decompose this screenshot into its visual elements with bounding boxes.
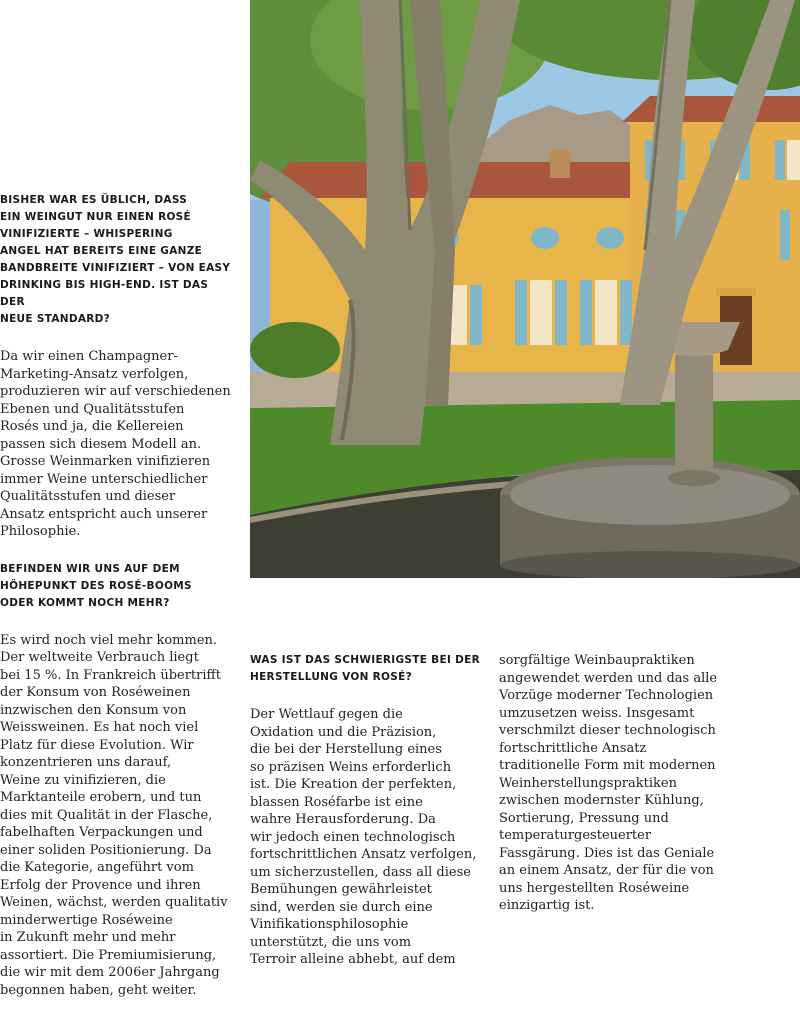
column-right (499, 652, 731, 935)
interview-question-1: BISHER WAR ES ÜBLICH, DASS EIN WEINGUT NUR EINEN ROSÉ VINIFIZIERTE – WHISPERING ANGEL HAT BEREITS EINE GANZE BANDBREITE VINIFIZIERT – VON EASY DRINKING BIS HIGH-END. IST DAS DER NEUE STANDARD? (0, 194, 231, 325)
fountain-column (675, 355, 713, 480)
chateau-photo (250, 0, 800, 578)
interview-answer-3-continued: sorgfältige Weinbaupraktiken angewendet werden und das alle Vorzüge moderner Technologien umzusetzen weiss. Insgesamt verschmilzt dieser technologisch fortschrittliche Ansatz traditionelle Form mit modernen Weinherstellungspraktiken zwischen modernster Kühlung, Sortierung, Pressung und temperaturgesteuerter Fassgärung. Dies ist das Geniale an einem Ansatz, der für die von uns hergestellten Roséweine einzigartig ist. (499, 653, 718, 913)
interview-answer-3: Der Wettlauf gegen die Oxidation und die Präzision, die bei der Herstellung eines so präzisen Weins erforderlich ist. Die Kreation der perfekten, blassen Roséfarbe ist eine wahre Herausforderung. Da wir jedoch einen technologisch fortschrittlichen Ansatz verfolgen, um sicherzustellen, dass all diese Bemühungen gewährleistet sind, werden sie durch eine Vinifikationsphilosophie unterstützt, die uns vom Terroir alleine abhebt, auf dem (250, 707, 477, 967)
interview-question-2: BEFINDEN WIR UNS AUF DEM HÖHEPUNKT DES ROSÉ-BOOMS ODER KOMMT NOCH MEHR? (0, 562, 192, 609)
window-row-lower (430, 280, 632, 345)
bush (250, 322, 340, 378)
column-middle (250, 652, 482, 989)
column-left (0, 192, 232, 1019)
interview-answer-2: Es wird noch viel mehr kommen. Der weltweite Verbrauch liegt bei 15 %. In Frankreich übertrifft der Konsum von Roséweinen inzwischen den Konsum von Weissweinen. Es hat noch viel Platz für diese Evolution. Wir konzentrieren uns darauf, Weine zu vinifizieren, die Marktanteile erobern, und tun dies mit Qualität in der Flasche, fabelhaften Verpackungen und einer soliden Positionierung. Da die Kategorie, angeführt vom Erfolg der Provence und ihren Weinen, wächst, werden qualitativ minderwertige Roséweine in Zukunft mehr und mehr assortiert. Die Premiumisierung, die wir mit dem 2006er Jahrgang begonnen haben, geht weiter. (0, 632, 228, 998)
chateau-illustration (250, 0, 800, 578)
interview-answer-1: Da wir einen Champagner- Marketing-Ansatz verfolgen, produzieren wir auf verschiedenen Ebenen und Qualitätsstufen Rosés und ja, die Kellereien passen sich diesem Modell an. Grosse Weinmarken vinifizieren immer Weine unterschiedlicher Qualitätsstufen und dieser Ansatz entspricht auch unserer Philosophie. (0, 349, 231, 539)
interview-question-3: WAS IST DAS SCHWIERIGSTE BEI DER HERSTELLUNG VON ROSÉ? (250, 654, 480, 683)
